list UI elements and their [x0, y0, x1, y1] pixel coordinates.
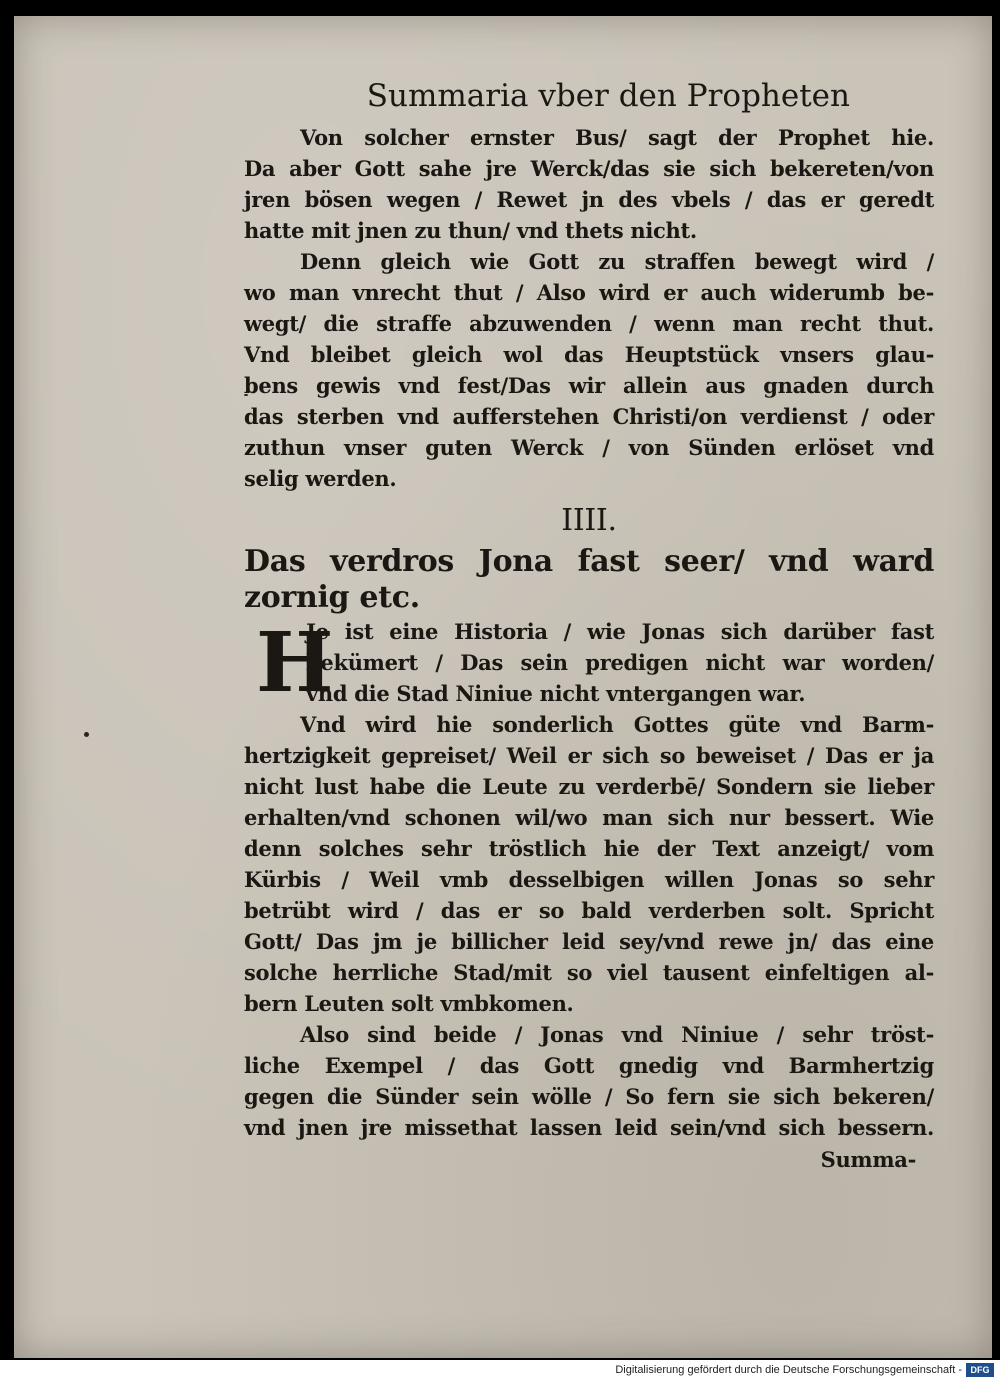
heading-line: Das verdros Jona fast seer/ vnd ward — [244, 544, 934, 579]
text-line: Vnd bleibet gleich wol das Heuptstück vnsers glau- — [244, 342, 934, 367]
text-line: selig werden. — [244, 466, 397, 491]
text-line: bern Leuten solt vmbkomen. — [244, 991, 574, 1016]
text-line: Je ist eine Historia / wie Jonas sich darüber fast — [306, 619, 934, 644]
text-line: bens gewis vnd fest/Das wir allein aus gnaden durch — [244, 373, 934, 398]
heading-line: zornig etc. — [244, 580, 420, 615]
text-line: hertzigkeit gepreiset/ Weil er sich so beweiset / Das er ja — [244, 743, 934, 768]
text-line: Kürbis / Weil vmb desselbigen willen Jonas so sehr — [244, 867, 934, 892]
page-text — [244, 70, 934, 1177]
paragraph-4 — [244, 709, 934, 1019]
drop-cap: H — [256, 615, 334, 711]
text-line: Gott/ Das jm je billicher leid sey/vnd rewe jn/ das eine — [244, 929, 934, 954]
section-heading — [244, 544, 934, 616]
funding-notice: Digitalisierung gefördert durch die Deutsche Forschungsgemeinschaft - — [615, 1364, 962, 1376]
text-line: nicht lust habe die Leute zu verderbē/ Sondern sie lieber — [244, 774, 934, 799]
paragraph-3 — [244, 616, 934, 709]
paragraph-2 — [244, 246, 934, 494]
catchword: Summa- — [820, 1147, 916, 1172]
text-line: Denn gleich wie Gott zu straffen bewegt wird / — [300, 249, 934, 274]
text-line: wo man vnrecht thut / Also wird er auch widerumb be- — [244, 280, 934, 305]
text-line: jren bösen wegen / Rewet jn des vbels / das er geredt — [244, 187, 934, 212]
text-line: gegen die Sünder sein wölle / So fern sie sich bekeren/ — [244, 1084, 934, 1109]
text-line: liche Exempel / das Gott gnedig vnd Barmhertzig — [244, 1053, 934, 1078]
text-line: wegt/ die straffe abzuwenden / wenn man recht thut. — [244, 311, 934, 336]
text-line: Also sind beide / Jonas vnd Niniue / sehr tröst- — [300, 1022, 934, 1047]
text-line: vnd jnen jre missethat lassen leid sein/vnd sich bessern. — [244, 1115, 934, 1140]
text-line: bekümert / Das sein predigen nicht war worden/ — [306, 650, 934, 675]
ink-speck — [84, 732, 89, 737]
text-line: denn solches sehr tröstlich hie der Text anzeigt/ vom — [244, 836, 934, 861]
text-line: betrübt wird / das er so bald verderben solt. Spricht — [244, 898, 934, 923]
paragraph-5 — [244, 1019, 934, 1143]
text-line: erhalten/vnd schonen wil/wo man sich nur bessert. Wie — [244, 805, 934, 830]
paragraph-1 — [244, 122, 934, 246]
text-line: hatte mit jnen zu thun/ vnd thets nicht. — [244, 218, 697, 243]
text-line: Von solcher ernster Bus/ sagt der Prophet hie. — [300, 125, 934, 150]
text-line: zuthun vnser guten Werck / von Sünden erlöset vnd — [244, 435, 934, 460]
text-line: Da aber Gott sahe jre Werck/das sie sich bekereten/von — [244, 156, 934, 181]
text-line: das sterben vnd aufferstehen Christi/on verdienst / oder — [244, 404, 934, 429]
footer-bar — [0, 1360, 1000, 1381]
running-header: Summaria vber den Propheten — [366, 78, 850, 114]
text-line: solche herrliche Stad/mit so viel tausent einfeltigen al- — [244, 960, 934, 985]
dfg-logo-icon[interactable]: DFG — [966, 1363, 994, 1377]
text-line: vnd die Stad Niniue nicht vntergangen war. — [306, 681, 806, 706]
section-number: IIII. — [561, 503, 617, 538]
text-line: Vnd wird hie sonderlich Gottes güte vnd Barm- — [300, 712, 934, 737]
